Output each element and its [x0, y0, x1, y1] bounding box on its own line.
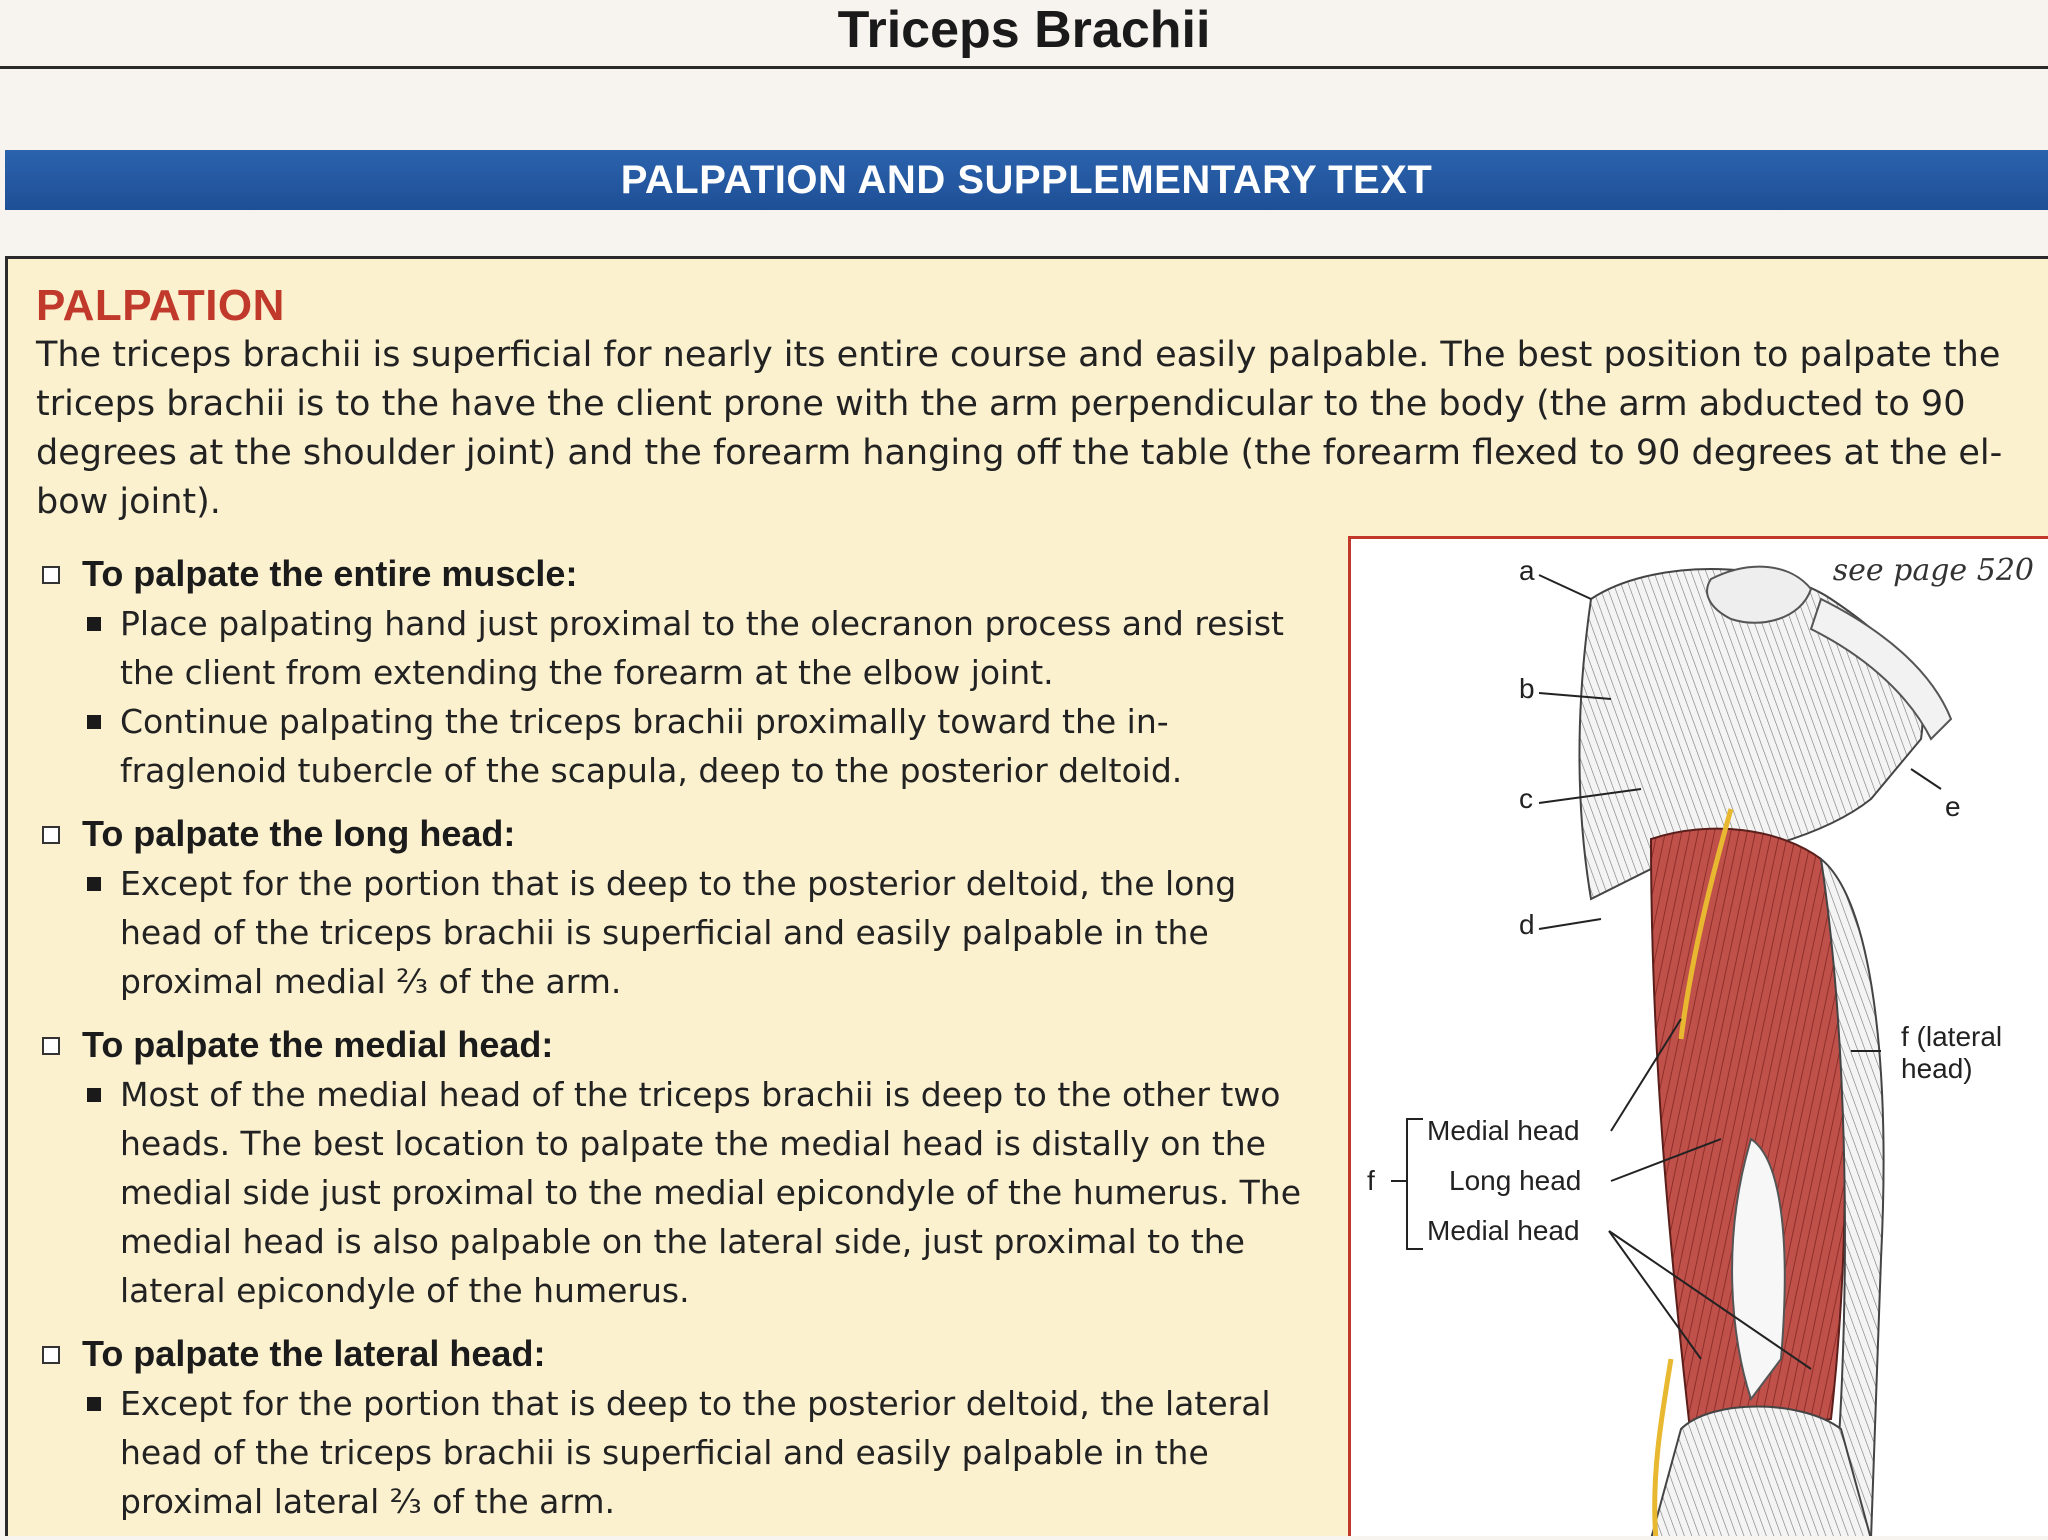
palpation-heading: PALPATION — [36, 281, 285, 330]
square-bullet-icon — [87, 715, 101, 729]
label-f: f — [1367, 1165, 1375, 1196]
item-long-head — [36, 809, 1326, 1006]
bullet-text: Most of the medial head of the triceps brachii is deep to the other two heads. The best location to palpate the medial head is distally on the medial side just proximal to the medial epicondyle of the humerus. The medial head is also palpable on the lateral side, just proximal to the lateral epicondyle of the humerus. — [120, 1075, 1302, 1310]
bullet-text: Continue palpating the triceps brachii proximally toward the in-fraglenoid tubercle of the scapula, deep to the posterior deltoid. — [120, 702, 1183, 790]
label-long-head: Long head — [1449, 1165, 1582, 1196]
checkbox-icon — [42, 566, 60, 584]
item-heading-text: To palpate the lateral head: — [82, 1333, 546, 1374]
elbow-region — [1651, 1407, 1871, 1537]
bullet-item — [36, 599, 1326, 697]
item-heading — [36, 1020, 1326, 1070]
label-c: c — [1519, 783, 1533, 814]
bullet-item — [36, 697, 1326, 795]
bullet-text: Except for the portion that is deep to the posterior deltoid, the lateral head of the triceps brachii is superficial and easily palpable in the proximal lateral ⅔ of the arm. — [120, 1384, 1271, 1521]
bullet-text: Except for the portion that is deep to the posterior deltoid, the long head of the triceps brachii is superficial and easily palpable in the proximal medial ⅔ of the arm. — [120, 864, 1237, 1001]
item-heading-text: To palpate the entire muscle: — [82, 553, 578, 594]
title-rule — [0, 66, 2048, 69]
item-heading-text: To palpate the long head: — [82, 813, 516, 854]
section-banner: PALPATION AND SUPPLEMENTARY TEXT — [5, 150, 2048, 210]
bullet-item — [36, 1070, 1326, 1315]
item-lateral-head — [36, 1329, 1326, 1526]
label-e: e — [1945, 791, 1961, 822]
square-bullet-icon — [87, 1397, 101, 1411]
palpation-items — [36, 549, 1326, 1540]
checkbox-icon — [42, 1037, 60, 1055]
bullet-text: Place palpating hand just proximal to the olecranon process and resist the client from extending the forearm at the elbow joint. — [120, 604, 1284, 692]
item-heading — [36, 549, 1326, 599]
bullet-item — [36, 859, 1326, 1006]
item-heading-text: To palpate the medial head: — [82, 1024, 554, 1065]
item-entire-muscle — [36, 549, 1326, 795]
square-bullet-icon — [87, 877, 101, 891]
intro-paragraph: The triceps brachii is superficial for nearly its entire course and easily palpable. The best position to palpate the triceps brachii is to the have the client prone with the arm perpendicular to the body (the arm abducted to 90 degrees at the shoulder joint) and the forearm hanging off the table (the forearm flexed to 90 degrees at the el-bow joint). — [36, 335, 2003, 522]
see-page-reference: see page 520 — [1832, 553, 2034, 588]
item-medial-head — [36, 1020, 1326, 1315]
page-title: Triceps Brachii — [837, 1, 1211, 59]
label-f-lateral-1: f (lateral — [1901, 1021, 2003, 1052]
label-b: b — [1519, 673, 1535, 704]
square-bullet-icon — [87, 1088, 101, 1102]
label-medial-head-1: Medial head — [1427, 1115, 1580, 1146]
item-heading — [36, 1329, 1326, 1379]
square-bullet-icon — [87, 617, 101, 631]
checkbox-icon — [42, 1346, 60, 1364]
checkbox-icon — [42, 826, 60, 844]
bullet-item — [36, 1379, 1326, 1526]
label-medial-head-2: Medial head — [1427, 1215, 1580, 1246]
label-d: d — [1519, 909, 1535, 940]
label-f-lateral-2: head) — [1901, 1053, 1973, 1084]
item-heading — [36, 809, 1326, 859]
anatomy-figure — [1348, 536, 2048, 1536]
label-a: a — [1519, 555, 1535, 586]
